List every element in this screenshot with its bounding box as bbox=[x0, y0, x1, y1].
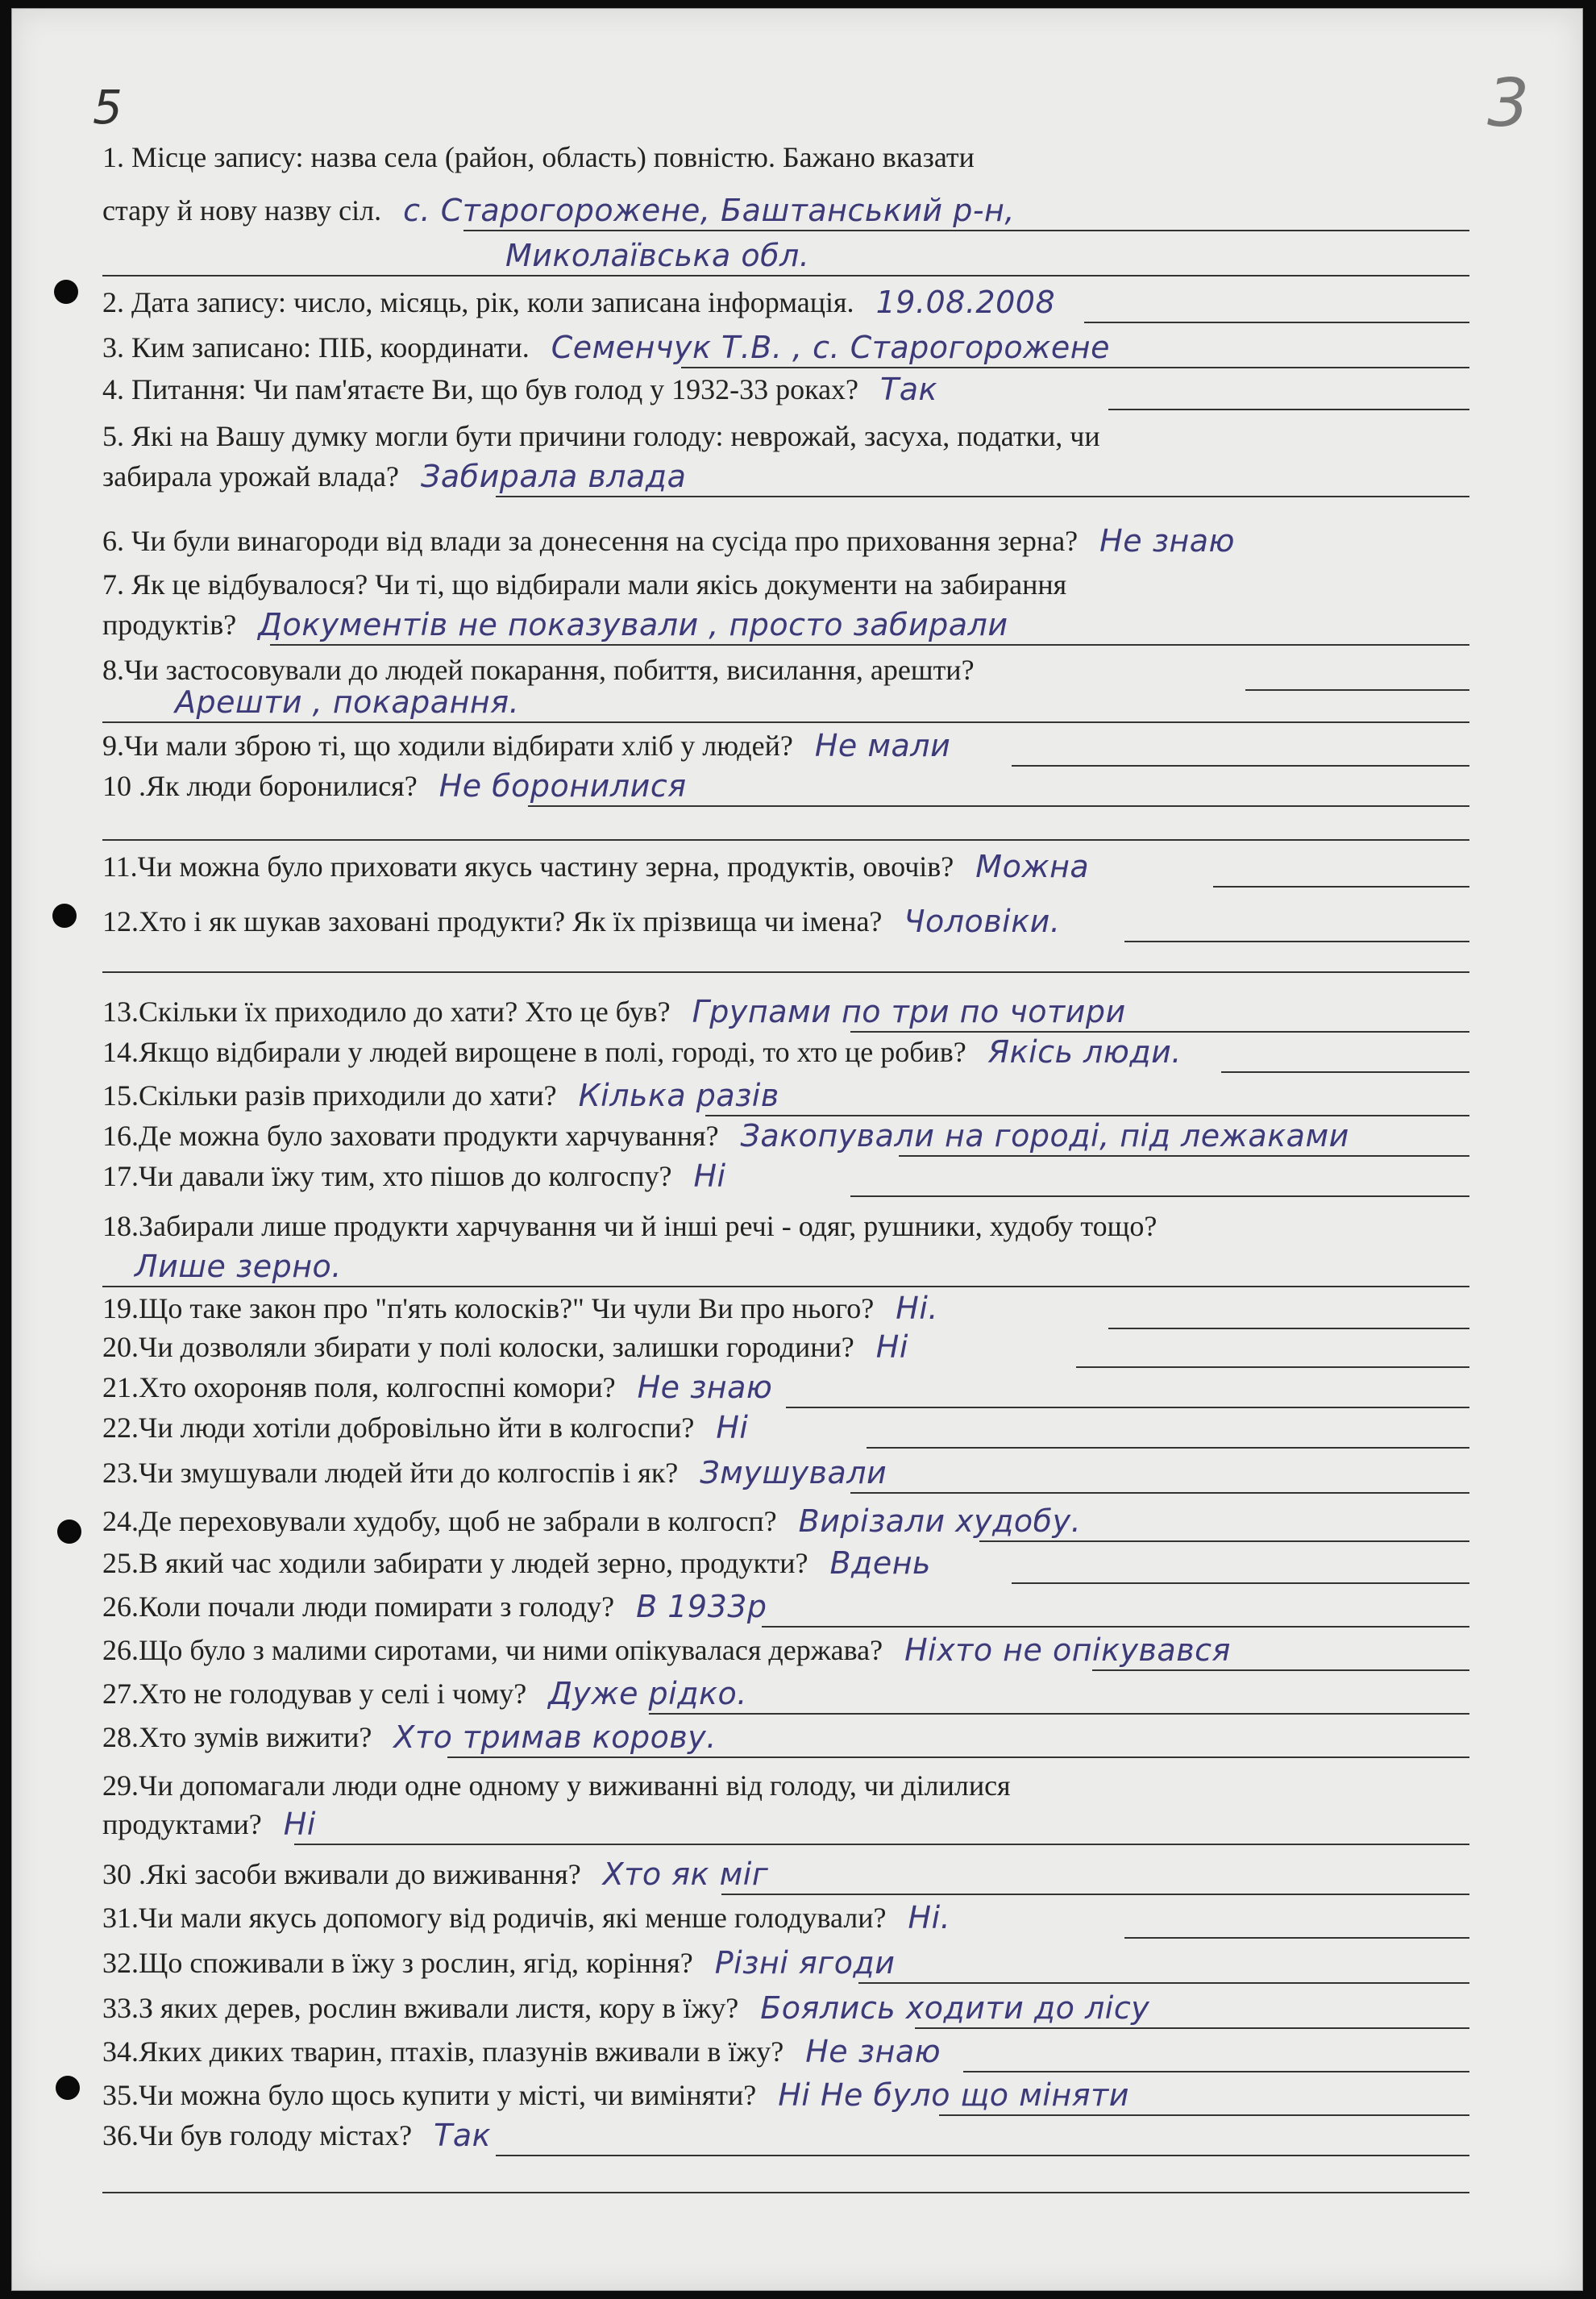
question-3: 3. Ким записано: ПІБ, координати. Семенчук Т.В. , с. Старогорожене bbox=[102, 330, 1110, 365]
answer-21[interactable]: Не знаю bbox=[637, 1370, 773, 1405]
question-29-cont: продуктами? Ні bbox=[102, 1806, 316, 1842]
question-19: 19.Що таке закон про "п'ять колосків?" Чи чули Ви про нього? Ні. bbox=[102, 1291, 938, 1326]
answer-line bbox=[1084, 322, 1469, 323]
questionnaire-sheet bbox=[11, 8, 1583, 2291]
question-22: 22.Чи люди хотіли добровільно йти в колгоспи? Ні bbox=[102, 1410, 749, 1445]
answer-line bbox=[102, 839, 1469, 841]
question-1-cont: стару й нову назву сіл. с. Старогорожене, Баштанський р-н, bbox=[102, 193, 1015, 228]
answer-18[interactable]: Лише зерно. bbox=[135, 1249, 342, 1284]
question-28: 28.Хто зумів вижити? Хто тримав корову. bbox=[102, 1719, 717, 1755]
question-33: 33.З яких дерев, рослин вживали листя, кору в їжу? Боялись ходити до лісу bbox=[102, 1990, 1150, 2026]
answer-14[interactable]: Якісь люди. bbox=[987, 1034, 1182, 1070]
question-21: 21.Хто охороняв поля, колгоспні комори? Не знаю bbox=[102, 1370, 773, 1405]
answer-24[interactable]: Вирізали худобу. bbox=[798, 1503, 1082, 1539]
answer-line bbox=[1092, 1669, 1469, 1671]
question-24: 24.Де переховували худобу, щоб не забрали в колгосп? Вирізали худобу. bbox=[102, 1503, 1082, 1539]
answer-25[interactable]: Вдень bbox=[829, 1545, 931, 1581]
question-1-answer-2 bbox=[102, 236, 1469, 275]
question-29: 29.Чи допомагали люди одне одному у виживанні від голоду, чи ділилися bbox=[102, 1769, 1011, 1802]
binder-hole bbox=[57, 1520, 81, 1544]
question-14: 14.Якщо відбирали у людей вирощене в полі, городі, то хто це робив? Якісь люди. bbox=[102, 1034, 1182, 1070]
answer-11[interactable]: Можна bbox=[975, 849, 1090, 884]
answer-line bbox=[1108, 409, 1469, 410]
answer-line bbox=[447, 1756, 1469, 1758]
answer-line bbox=[858, 1982, 1469, 1984]
answer-17[interactable]: Ні bbox=[693, 1158, 726, 1194]
answer-line bbox=[270, 644, 1469, 646]
answer-line bbox=[1012, 1582, 1469, 1584]
question-36: 36.Чи був голоду містах? Так bbox=[102, 2118, 492, 2153]
answer-line bbox=[294, 1844, 1469, 1845]
question-11: 11.Чи можна було приховати якусь частину зерна, продуктів, овочів? Можна bbox=[102, 849, 1090, 884]
answer-line bbox=[102, 971, 1469, 973]
answer-line bbox=[649, 1713, 1469, 1715]
answer-1b[interactable]: Миколаївська обл. bbox=[505, 238, 810, 273]
answer-line bbox=[979, 1540, 1469, 1542]
question-17: 17.Чи давали їжу тим, хто пішов до колгоспу? Ні bbox=[102, 1158, 726, 1194]
answer-7[interactable]: Документів не показували , просто забирали bbox=[258, 607, 1008, 642]
question-23: 23.Чи змушували людей йти до колгоспів і як? Змушували bbox=[102, 1455, 887, 1490]
question-12: 12.Хто і як шукав заховані продукти? Як їх прізвища чи імена? Чоловіки. bbox=[102, 904, 1061, 939]
answer-line bbox=[528, 805, 1469, 807]
question-35: 35.Чи можна було щось купити у місті, чи виміняти? Ні Не було що міняти bbox=[102, 2077, 1129, 2113]
question-31: 31.Чи мали якусь допомогу від родичів, які менше голодували? Ні. bbox=[102, 1900, 951, 1935]
answer-6[interactable]: Не знаю bbox=[1099, 523, 1236, 559]
answer-36[interactable]: Так bbox=[434, 2118, 492, 2153]
answer-32[interactable]: Різні ягоди bbox=[714, 1945, 896, 1981]
answer-line bbox=[1124, 1937, 1469, 1939]
answer-13[interactable]: Групами по три по чотири bbox=[692, 994, 1126, 1029]
answer-line bbox=[850, 1195, 1469, 1197]
question-4: 4. Питання: Чи пам'ятаєте Ви, що був голод у 1932-33 роках? Так bbox=[102, 372, 937, 407]
question-6: 6. Чи були винагороди від влади за донесення на сусіда про приховання зерна? Не знаю bbox=[102, 523, 1236, 559]
answer-26[interactable]: В 1933р bbox=[636, 1589, 767, 1624]
answer-1[interactable]: с. Старогорожене, Баштанський р-н, bbox=[403, 193, 1015, 228]
answer-22[interactable]: Ні bbox=[716, 1410, 749, 1445]
answer-line bbox=[463, 230, 1469, 231]
question-15: 15.Скільки разів приходили до хати? Кілька разів bbox=[102, 1078, 779, 1113]
answer-line bbox=[762, 1626, 1469, 1628]
answer-line bbox=[102, 275, 1469, 276]
binder-hole bbox=[54, 280, 78, 304]
answer-9[interactable]: Не мали bbox=[814, 728, 951, 763]
answer-33[interactable]: Боялись ходити до лісу bbox=[760, 1990, 1150, 2026]
answer-line bbox=[102, 721, 1469, 723]
corner-number: 5 bbox=[93, 80, 123, 135]
answer-16[interactable]: Закопували на городі, під лежаками bbox=[740, 1118, 1349, 1154]
answer-3[interactable]: Семенчук Т.В. , с. Старогорожене bbox=[551, 330, 1110, 365]
answer-8[interactable]: Арешти , покарання. bbox=[175, 684, 520, 720]
question-13: 13.Скільки їх приходило до хати? Хто це був? Групами по три по чотири bbox=[102, 994, 1126, 1029]
question-5-cont: забирала урожай влада? Забирала влада bbox=[102, 459, 687, 494]
question-32: 32.Що споживали в їжу з рослин, ягід, коріння? Різні ягоди bbox=[102, 1945, 896, 1981]
answer-line bbox=[496, 496, 1469, 497]
binder-hole bbox=[56, 2076, 80, 2100]
question-30: 30 .Які засоби вживали до виживання? Хто як міг bbox=[102, 1856, 769, 1892]
answer-30[interactable]: Хто як міг bbox=[602, 1856, 769, 1892]
answer-line bbox=[1213, 886, 1469, 888]
question-34: 34.Яких диких тварин, птахів, плазунів вживали в їжу? Не знаю bbox=[102, 2034, 941, 2069]
answer-34[interactable]: Не знаю bbox=[805, 2034, 941, 2069]
question-26b: 26.Що було з малими сиротами, чи ними опікувалася держава? Ніхто не опікувався bbox=[102, 1632, 1231, 1668]
answer-5[interactable]: Забирала влада bbox=[420, 459, 687, 494]
answer-27[interactable]: Дуже рідко. bbox=[548, 1676, 747, 1711]
answer-line bbox=[102, 2192, 1469, 2193]
answer-2[interactable]: 19.08.2008 bbox=[875, 285, 1056, 320]
answer-31[interactable]: Ні. bbox=[908, 1900, 951, 1935]
question-18-answer bbox=[102, 1247, 1469, 1286]
answer-line bbox=[915, 2027, 1469, 2029]
answer-29[interactable]: Ні bbox=[283, 1806, 316, 1842]
question-10: 10 .Як люди боронилися? Не боронилися bbox=[102, 768, 687, 804]
question-7-cont: продуктів? Документів не показували , просто забирали bbox=[102, 607, 1008, 642]
answer-line bbox=[867, 1447, 1469, 1449]
answer-19[interactable]: Ні. bbox=[896, 1291, 938, 1326]
answer-line bbox=[721, 1894, 1469, 1895]
question-20: 20.Чи дозволяли збирати у полі колоски, залишки городини? Ні bbox=[102, 1329, 908, 1365]
question-25: 25.В який час ходили забирати у людей зерно, продукти? Вдень bbox=[102, 1545, 931, 1581]
question-18: 18.Забирали лише продукти харчування чи й інші речі - одяг, рушники, худобу тощо? bbox=[102, 1210, 1158, 1242]
answer-line bbox=[1221, 1071, 1469, 1073]
question-9: 9.Чи мали зброю ті, що ходили відбирати хліб у людей? Не мали bbox=[102, 728, 951, 763]
answer-12[interactable]: Чоловіки. bbox=[904, 904, 1061, 939]
question-8-answer bbox=[102, 683, 1469, 721]
question-1: 1. Місце запису: назва села (район, область) повністю. Бажано вказати bbox=[102, 141, 975, 173]
answer-23[interactable]: Змушували bbox=[700, 1455, 887, 1490]
answer-20[interactable]: Ні bbox=[875, 1329, 908, 1365]
answer-line bbox=[102, 1286, 1469, 1287]
answer-4[interactable]: Так bbox=[880, 372, 937, 407]
binder-hole bbox=[52, 904, 77, 928]
answer-26b[interactable]: Ніхто не опікувався bbox=[904, 1632, 1231, 1668]
question-8: 8.Чи застосовували до людей покарання, побиття, висилання, арешти? bbox=[102, 654, 975, 686]
question-5: 5. Які на Вашу думку могли бути причини голоду: неврожай, засуха, податки, чи bbox=[102, 420, 1100, 452]
question-27: 27.Хто не голодував у селі і чому? Дуже рідко. bbox=[102, 1676, 747, 1711]
answer-28[interactable]: Хто тримав корову. bbox=[393, 1719, 717, 1755]
question-7: 7. Як це відбувалося? Чи ті, що відбирали мали якісь документи на забирання bbox=[102, 568, 1067, 601]
answer-10[interactable]: Не боронилися bbox=[438, 768, 687, 804]
question-26: 26.Коли почали люди помирати з голоду? В 1933р bbox=[102, 1589, 767, 1624]
answer-line bbox=[681, 367, 1469, 368]
answer-line bbox=[850, 1492, 1469, 1494]
answer-line bbox=[1124, 941, 1469, 942]
answer-15[interactable]: Кілька разів bbox=[578, 1078, 779, 1113]
page-number: 3 bbox=[1487, 65, 1530, 142]
answer-line bbox=[963, 2071, 1469, 2072]
question-2: 2. Дата запису: число, місяць, рік, коли записана інформація. 19.08.2008 bbox=[102, 285, 1056, 320]
question-16: 16.Де можна було заховати продукти харчування? Закопували на городі, під лежаками bbox=[102, 1118, 1349, 1154]
answer-35[interactable]: Ні Не було що міняти bbox=[778, 2077, 1129, 2113]
answer-line bbox=[496, 2155, 1469, 2156]
